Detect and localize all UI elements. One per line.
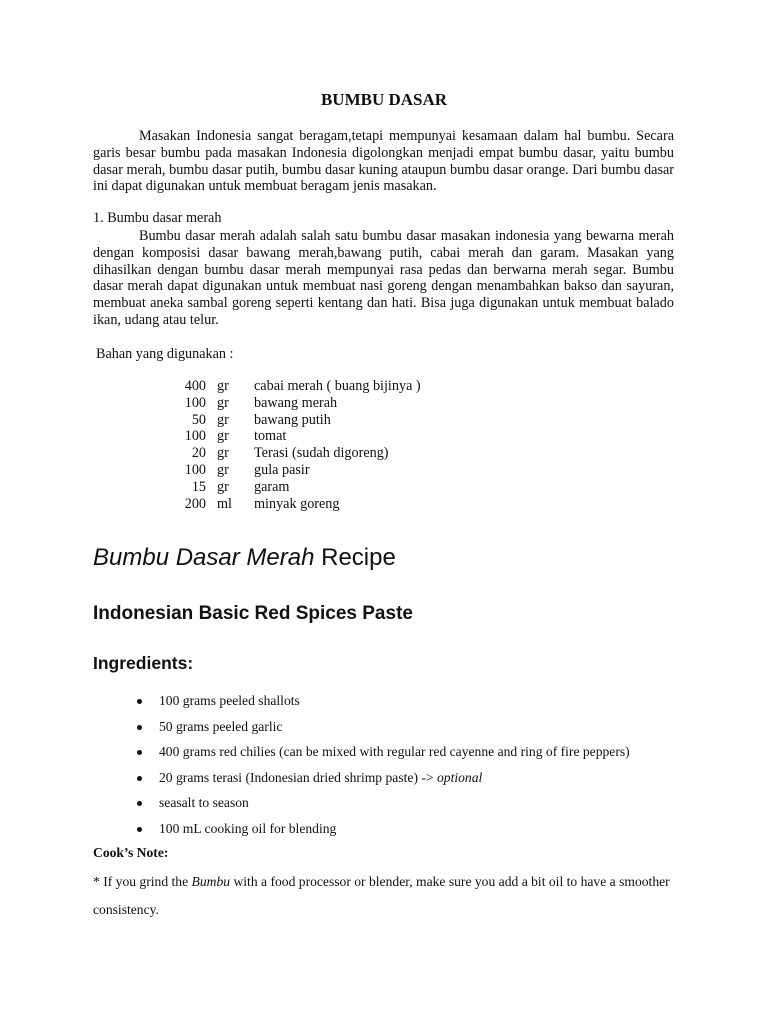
list-item: [93, 739, 630, 765]
bahan-unit: gr: [217, 445, 229, 462]
recipe-title-italic: Bumbu Dasar Merah: [93, 544, 315, 571]
bahan-name: bawang merah: [254, 394, 338, 411]
bahan-name: Terasi (sudah digoreng): [254, 445, 389, 462]
bahan-qty: 200: [184, 495, 206, 512]
section-merah-paragraph: Bumbu dasar merah adalah salah satu bumbu dasar masakan indonesia yang bewarna merah dengan komposisi dasar bawang merah,bawang putih, cabai merah dan garam. Masakan yang dihasilkan dengan bumbu dasar merah mempunyai rasa pedas dan berwarna merah segar. Bumbu dasar merah dapat digunakan untuk membuat nasi goreng dengan menambahkan bakso dan sayuran, membuat aneka sambal goreng seperti kentang dan hati. Bisa juga digunakan untuk membuat balado ikan, udang atau telur.: [93, 228, 674, 328]
table-row: [176, 496, 421, 513]
table-row: [176, 395, 421, 412]
bahan-name: minyak goreng: [254, 495, 340, 512]
ingredient-text: 100 grams peeled shallots: [159, 693, 300, 708]
bahan-qty: 20: [191, 445, 206, 462]
recipe-title-rest: Recipe: [314, 544, 396, 571]
page-title: BUMBU DASAR: [320, 90, 448, 109]
bahan-name: gula pasir: [254, 461, 310, 478]
list-item: [93, 790, 630, 816]
cooks-note-label: Cook’s Note:: [93, 845, 169, 860]
table-row: [176, 378, 421, 395]
list-item: [93, 816, 630, 842]
bahan-qty: 100: [184, 428, 206, 445]
bahan-label: Bahan yang digunakan :: [96, 346, 234, 362]
bahan-name: garam: [254, 478, 290, 495]
bullet-icon: [137, 750, 142, 755]
bahan-qty: 400: [184, 378, 206, 394]
bullet-icon: [137, 776, 142, 781]
list-item: [93, 688, 630, 714]
ingredient-text: seasalt to season: [159, 795, 249, 810]
intro-paragraph: Masakan Indonesia sangat beragam,tetapi mempunyai kesamaan dalam hal bumbu. Secara garis besar bumbu pada masakan Indonesia digolongkan menjadi empat bumbu dasar, yaitu bumbu dasar merah, bumbu dasar putih, bumbu dasar kuning ataupun bumbu dasar orange. Dari bumbu dasar ini dapat digunakan untuk membuat beragam jenis masakan.: [93, 128, 674, 195]
bahan-unit: gr: [217, 478, 229, 495]
bahan-qty: 50: [191, 411, 206, 428]
ingredient-text: 20 grams terasi (Indonesian dried shrimp paste) ->: [159, 769, 437, 785]
table-row: [176, 412, 421, 429]
table-row: [176, 445, 421, 462]
table-row: [176, 462, 421, 479]
ingredient-optional: optional: [436, 769, 483, 785]
bahan-unit: gr: [217, 428, 229, 445]
bahan-unit: gr: [217, 411, 229, 428]
bullet-icon: [137, 725, 142, 730]
bahan-unit: gr: [217, 394, 229, 411]
bahan-table: [176, 378, 421, 512]
bahan-qty: 15: [191, 478, 206, 495]
table-row: [176, 428, 421, 445]
list-item: [93, 765, 630, 791]
note-post: with a food processor or blender, make sure you add a bit oil to have a smoother consistency.: [93, 874, 670, 917]
bahan-qty: 100: [184, 394, 206, 411]
ingredients-heading: Ingredients:: [93, 653, 194, 673]
list-item: [93, 714, 630, 740]
note-italic: Bumbu: [191, 874, 231, 889]
recipe-subtitle: Indonesian Basic Red Spices Paste: [93, 603, 413, 624]
cooks-note-text: [93, 868, 683, 924]
bullet-icon: [137, 801, 142, 806]
bahan-unit: gr: [217, 378, 229, 394]
bahan-qty: 100: [184, 461, 206, 478]
bahan-unit: gr: [217, 461, 229, 478]
bullet-icon: [137, 699, 142, 704]
bahan-name: tomat: [254, 428, 287, 445]
ingredient-text: 100 mL cooking oil for blending: [159, 820, 337, 836]
bahan-name: bawang putih: [254, 411, 331, 428]
ingredient-text: 400 grams red chilies (can be mixed with regular red cayenne and ring of fire peppers): [159, 744, 630, 759]
bahan-name: cabai merah ( buang bijinya ): [254, 378, 421, 394]
section-heading-merah: 1. Bumbu dasar merah: [93, 210, 222, 226]
recipe-title: [93, 544, 396, 572]
bullet-icon: [137, 827, 142, 832]
table-row: [176, 479, 421, 496]
note-pre: * If you grind the: [93, 874, 192, 889]
ingredient-text: 50 grams peeled garlic: [159, 718, 283, 734]
bahan-unit: ml: [217, 495, 232, 512]
ingredients-list: [93, 688, 630, 841]
